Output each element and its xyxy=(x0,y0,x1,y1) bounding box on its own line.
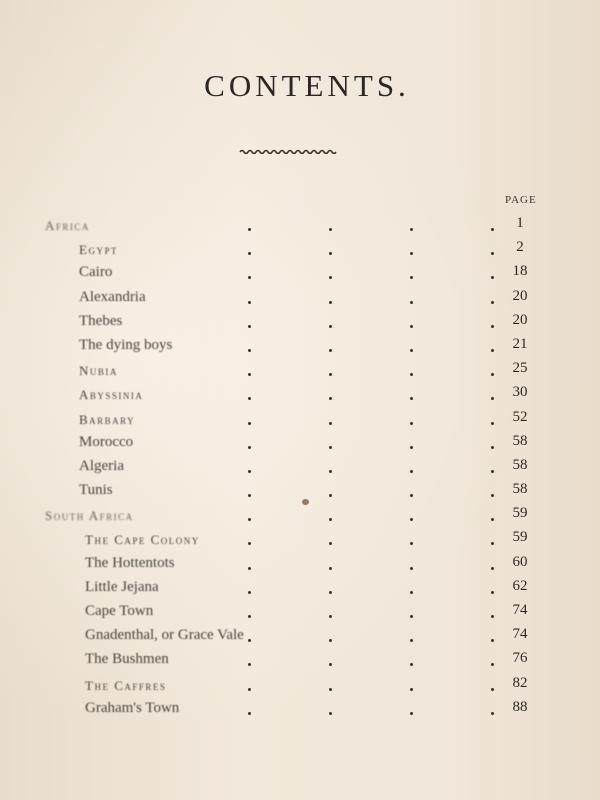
dot-leader xyxy=(168,518,498,521)
leader-dot xyxy=(248,373,251,376)
leader-dot xyxy=(329,422,332,425)
leader-dot xyxy=(248,518,251,521)
toc-entry-bushmen xyxy=(0,649,600,673)
toc-entry-page: 59 xyxy=(512,505,528,522)
leader-dot xyxy=(329,470,332,473)
toc-entry-nubia xyxy=(0,359,600,383)
toc-entry-morocco xyxy=(0,432,600,456)
toc-entry-label: Little Jejana xyxy=(85,578,159,595)
dot-leader xyxy=(168,688,498,691)
leader-dot xyxy=(329,228,332,231)
leader-dot xyxy=(329,325,332,328)
toc-entry-label: Barbary xyxy=(79,411,136,427)
toc-entry-page: 59 xyxy=(512,529,528,546)
toc-entry-south-africa xyxy=(0,504,600,528)
leader-dot xyxy=(248,567,251,570)
toc-entry-page: 62 xyxy=(512,577,528,594)
dot-leader xyxy=(168,446,498,449)
toc-entry-label: Algeria xyxy=(79,457,124,474)
leader-dot xyxy=(329,494,332,497)
leader-dot xyxy=(248,615,251,618)
toc-entry-label: Tunis xyxy=(79,482,113,499)
toc-entry-label: Egypt xyxy=(79,242,118,258)
toc-entry-page: 1 xyxy=(516,215,524,231)
toc-entry-label: Abyssinia xyxy=(79,387,144,403)
page-column-heading: PAGE xyxy=(505,194,537,206)
toc-entry-label: Alexandria xyxy=(79,288,146,305)
leader-dot xyxy=(329,301,332,304)
toc-entry-tunis xyxy=(0,480,600,504)
leader-dot xyxy=(248,494,251,497)
dot-leader xyxy=(168,325,498,328)
toc-entry-label: The dying boys xyxy=(79,336,173,353)
leader-dot xyxy=(410,712,413,715)
leader-dot xyxy=(248,349,251,352)
toc-entry-page: 25 xyxy=(512,360,528,377)
toc-entry-africa xyxy=(0,214,600,238)
leader-dot xyxy=(410,663,413,666)
toc-entry-page: 88 xyxy=(512,698,528,715)
toc-entry-page: 76 xyxy=(512,650,528,667)
dot-leader xyxy=(168,663,498,666)
toc-entry-label: Cairo xyxy=(79,264,113,281)
leader-dot xyxy=(329,518,332,521)
toc-entry-page: 58 xyxy=(512,481,528,498)
toc-entry-label: The Bushmen xyxy=(85,651,169,668)
dot-leader xyxy=(168,567,498,570)
leader-dot xyxy=(248,228,251,231)
toc-entry-label: Nubia xyxy=(79,363,118,379)
toc-entry-label: The Hottentots xyxy=(85,554,175,571)
leader-dot xyxy=(248,712,251,715)
leader-dot xyxy=(410,252,413,255)
leader-dot xyxy=(410,470,413,473)
toc-entry-label: Africa xyxy=(45,218,90,233)
leader-dot xyxy=(410,615,413,618)
dot-leader xyxy=(168,349,498,352)
toc-entry-label: Morocco xyxy=(79,433,134,450)
toc-entry-page: 2 xyxy=(516,239,524,256)
dot-leader xyxy=(168,591,498,594)
toc-entry-cairo xyxy=(0,262,600,286)
leader-dot xyxy=(329,373,332,376)
decorative-rule xyxy=(239,148,337,154)
toc-entry-abyssinia xyxy=(0,383,600,407)
leader-dot xyxy=(410,325,413,328)
toc-entry-page: 74 xyxy=(512,602,528,618)
leader-dot xyxy=(410,373,413,376)
table-of-contents xyxy=(0,214,600,722)
leader-dot xyxy=(410,301,413,304)
toc-entry-cape-town xyxy=(0,601,600,625)
toc-entry-alexandria xyxy=(0,287,600,311)
leader-dot xyxy=(410,639,413,642)
toc-entry-barbary xyxy=(0,408,600,432)
leader-dot xyxy=(329,252,332,255)
dot-leader xyxy=(168,252,498,255)
toc-entry-page: 74 xyxy=(512,626,528,643)
toc-entry-label: The Caffres xyxy=(85,677,167,693)
ink-spot xyxy=(302,499,309,505)
toc-entry-label: The Cape Colony xyxy=(85,532,200,548)
leader-dot xyxy=(410,422,413,425)
toc-entry-label: South Africa xyxy=(45,508,134,524)
toc-entry-label: Graham's Town xyxy=(85,699,180,716)
leader-dot xyxy=(410,397,413,400)
leader-dot xyxy=(248,470,251,473)
dot-leader xyxy=(168,422,498,425)
dot-leader xyxy=(168,470,498,473)
dot-leader xyxy=(168,639,498,642)
toc-entry-page: 18 xyxy=(512,263,528,280)
toc-entry-label: Gnadenthal, or Grace Vale xyxy=(85,627,244,644)
toc-entry-little-jejana xyxy=(0,577,600,601)
toc-entry-algeria xyxy=(0,456,600,480)
toc-entry-page: 30 xyxy=(512,384,528,401)
toc-entry-page: 21 xyxy=(512,335,528,352)
toc-entry-thebes xyxy=(0,311,600,335)
leader-dot xyxy=(248,301,251,304)
leader-dot xyxy=(329,446,332,449)
dot-leader xyxy=(168,615,498,618)
toc-entry-page: 58 xyxy=(512,432,528,449)
toc-entry-egypt xyxy=(0,238,600,262)
leader-dot xyxy=(410,518,413,521)
toc-entry-page: 52 xyxy=(512,408,528,425)
leader-dot xyxy=(329,712,332,715)
dot-leader xyxy=(168,542,498,545)
leader-dot xyxy=(248,252,251,255)
leader-dot xyxy=(248,397,251,400)
leader-dot xyxy=(248,663,251,666)
leader-dot xyxy=(410,228,413,231)
dot-leader xyxy=(168,228,498,231)
leader-dot xyxy=(410,591,413,594)
dot-leader xyxy=(168,494,498,497)
toc-entry-page: 82 xyxy=(512,674,528,691)
leader-dot xyxy=(410,446,413,449)
leader-dot xyxy=(410,542,413,545)
leader-dot xyxy=(410,688,413,691)
dot-leader xyxy=(168,276,498,279)
toc-entry-page: 60 xyxy=(512,553,528,570)
leader-dot xyxy=(329,591,332,594)
leader-dot xyxy=(329,639,332,642)
leader-dot xyxy=(329,615,332,618)
toc-entry-caffres xyxy=(0,674,600,698)
toc-entry-cape-colony xyxy=(0,528,600,552)
leader-dot xyxy=(248,276,251,279)
dot-leader xyxy=(168,712,498,715)
leader-dot xyxy=(410,276,413,279)
page-title: CONTENTS. xyxy=(204,68,410,103)
toc-entry-page: 58 xyxy=(512,456,528,473)
dot-leader xyxy=(168,397,498,400)
leader-dot xyxy=(410,349,413,352)
toc-entry-label: Thebes xyxy=(79,312,123,329)
dot-leader xyxy=(168,373,498,376)
toc-entry-grahams-town xyxy=(0,698,600,722)
toc-entry-page: 20 xyxy=(512,287,528,304)
leader-dot xyxy=(329,349,332,352)
leader-dot xyxy=(248,446,251,449)
leader-dot xyxy=(329,663,332,666)
leader-dot xyxy=(329,276,332,279)
leader-dot xyxy=(329,567,332,570)
leader-dot xyxy=(248,422,251,425)
leader-dot xyxy=(329,542,332,545)
toc-entry-hottentots xyxy=(0,553,600,577)
toc-entry-gnadenthal xyxy=(0,625,600,649)
leader-dot xyxy=(248,542,251,545)
leader-dot xyxy=(248,639,251,642)
leader-dot xyxy=(248,591,251,594)
toc-entry-label: Cape Town xyxy=(85,603,154,619)
leader-dot xyxy=(410,494,413,497)
toc-entry-dying-boys xyxy=(0,335,600,359)
leader-dot xyxy=(329,688,332,691)
leader-dot xyxy=(329,397,332,400)
dot-leader xyxy=(168,301,498,304)
leader-dot xyxy=(248,688,251,691)
toc-entry-page: 20 xyxy=(512,311,528,328)
leader-dot xyxy=(248,325,251,328)
leader-dot xyxy=(410,567,413,570)
